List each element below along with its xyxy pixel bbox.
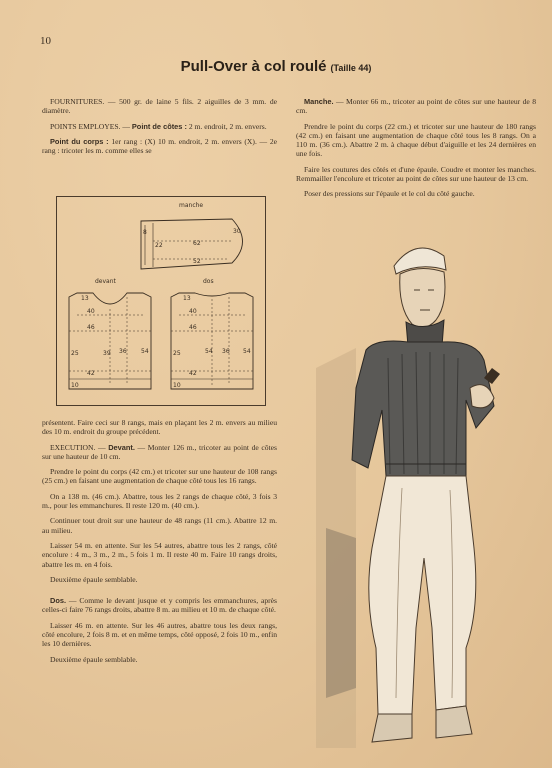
pattern-schematic: [56, 196, 266, 406]
back-label: dos: [203, 278, 214, 285]
instruction-paragraph: On a 138 m. (46 cm.). Abattre, tous les 2 rangs de chaque côté, 3 fois 3 m., pour les emmanchures. Il reste 120 m. (40 cm.).: [42, 491, 277, 511]
sleeve-dim-8: 8: [143, 229, 147, 236]
sweater: [352, 341, 494, 476]
instruction-paragraph: Prendre le point du corps (42 cm.) et tricoter sur une hauteur de 108 rangs (25 cm.) en faisant une augmentation de chaque côté tous les 16 rangs.: [42, 467, 277, 486]
back-dim-42: 42: [189, 370, 197, 377]
back-text: — Comme le devant jusque et y compris les emmanchures, après celles-ci faire 76 rangs droits, abattre 8 m. au milieu et 10 m. de chaque côté.: [42, 596, 277, 615]
front-dim-25: 25: [71, 350, 79, 357]
back-dim-13: 13: [183, 295, 191, 302]
schematic-svg: [57, 197, 265, 405]
page-number: 10: [40, 35, 51, 47]
execution-label: EXECUTION. —: [50, 442, 106, 452]
jodhpur-trousers: [369, 476, 476, 714]
bg-shade: [326, 528, 356, 698]
stitches-label: POINTS EMPLOYES. —: [50, 121, 130, 131]
back-dim-54b: 54: [243, 348, 251, 355]
back-dim-25: 25: [173, 350, 181, 357]
body-stitch-text: 1er rang : (X) 10 m. endroit, 2 m. envers (X). — 2e rang : tricoter les m. comme elles se: [42, 136, 277, 156]
instruction-paragraph: Laisser 46 m. en attente. Sur les 46 autres, abattre tous les deux rangs, côté encolure, 2 fois 8 m. et en même temps, côté opposé, 2 fois 10 m., enfin les 10 dernières.: [42, 620, 277, 649]
sleeve-section: [296, 97, 536, 205]
materials-section: [42, 97, 277, 161]
sleeve-text: — Monter 66 m., tricoter au point de côtes sur une hauteur de 8 cm.: [296, 97, 536, 116]
instruction-paragraph: Prendre le point du corps (22 cm.) et tricoter sur une hauteur de 180 rangs (42 cm.) en faisant une augmentation de chaque côté tous les 8 rangs. On a 110 m. (36 cm.). Abattre 2 m. à chaque début d'aiguille et les 24 dernières en une fois.: [296, 121, 536, 159]
front-text: — Monter 126 m., tricoter au point de côtes sur une hauteur de 10 cm.: [42, 442, 277, 461]
back-dim-36: 36: [222, 348, 230, 355]
stitches-paragraph: [42, 122, 277, 131]
back-dim-40: 40: [189, 308, 197, 315]
supplies-paragraph: [42, 97, 277, 116]
title-text: Pull-Over à col roulé: [180, 58, 327, 75]
sleeve-dim-30: 30: [233, 228, 241, 235]
instruction-paragraph: Laisser 54 m. en attente. Sur les 54 autres, abattre tous les 2 rangs, côté encolure : 4 m., 3 m., 2 m., 5 fois 1 m. Il reste 40 m. Faire 10 rangs droits, abattre les m. en 4 fois.: [42, 540, 277, 569]
back-dim-54: 54: [205, 348, 213, 355]
sleeve-label-bold: Manche.: [304, 97, 334, 106]
head: [400, 268, 445, 327]
front-dim-39: 39: [103, 350, 111, 357]
back-dim-10: 10: [173, 382, 181, 389]
model-illustration: [316, 228, 526, 748]
front-label-bold: Devant.: [108, 442, 135, 452]
instruction-paragraph: Deuxième épaule semblable.: [50, 574, 138, 584]
front-paragraph: [42, 443, 277, 462]
right-boot: [436, 706, 472, 738]
front-dim-46: 46: [87, 324, 95, 331]
supplies-label: FOURNITURES. —: [50, 97, 116, 106]
execution-section: [42, 418, 277, 670]
front-dim-10: 10: [71, 382, 79, 389]
sleeve-dim-52: 52: [193, 258, 201, 265]
back-dim-46: 46: [189, 324, 197, 331]
front-dim-40: 40: [87, 308, 95, 315]
left-boot: [372, 714, 412, 742]
rib-stitch-text: 2 m. endroit, 2 m. envers.: [188, 121, 267, 131]
instruction-paragraph: Deuxième épaule semblable.: [50, 654, 138, 664]
instruction-paragraph: Faire les coutures des côtés et d'une épaule. Coudre et monter les manches. Remmailler l'encolure et tricoter au point de côtes sur une hauteur de 13 cm.: [296, 164, 536, 184]
body-stitch-paragraph: [42, 137, 277, 156]
front-dim-54: 54: [141, 348, 149, 355]
front-label: devant: [95, 278, 116, 285]
body-stitch-label: Point du corps :: [50, 136, 109, 146]
front-dim-13: 13: [81, 295, 89, 302]
sleeve-paragraph: [296, 97, 536, 116]
front-dim-36: 36: [119, 348, 127, 355]
size-note: (Taille 44): [330, 63, 372, 73]
page-title: [0, 58, 552, 75]
back-paragraph: [42, 596, 277, 615]
sleeve-dim-22: 22: [155, 242, 163, 249]
back-label-bold: Dos.: [50, 596, 67, 606]
sleeve-label: manche: [179, 202, 204, 209]
instruction-paragraph: Poser des pressions sur l'épaule et le col du côté gauche.: [304, 189, 475, 199]
rib-stitch-label: Point de côtes :: [131, 121, 187, 131]
sleeve-dim-62: 62: [193, 240, 201, 247]
supplies-text: 500 gr. de laine 5 fils. 2 aiguilles de 3 mm. de diamètre.: [42, 97, 277, 116]
stitch-continuation: présentent. Faire ceci sur 8 rangs, mais en plaçant les 2 m. envers au milieu des 10 m. endroit du groupe précédent.: [42, 418, 277, 437]
instruction-paragraph: Continuer tout droit sur une hauteur de 48 rangs (11 cm.). Abattre 12 m. au milieu.: [42, 516, 277, 535]
front-dim-42: 42: [87, 370, 95, 377]
man-in-sweater-drawing: [316, 228, 526, 748]
